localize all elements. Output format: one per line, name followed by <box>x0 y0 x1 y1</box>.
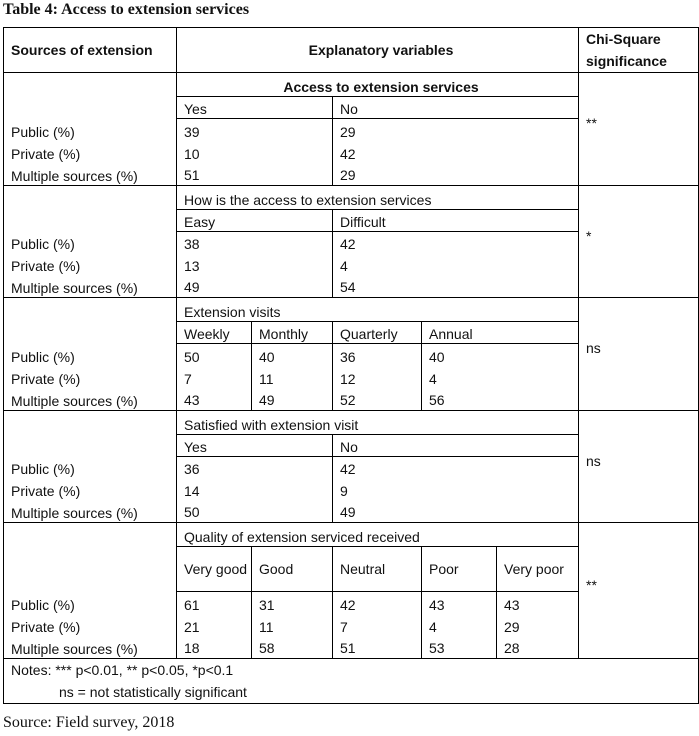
source-note: Source: Field survey, 2018 <box>3 714 175 731</box>
cell-value: 29 <box>333 119 579 141</box>
cell-value: 29 <box>333 163 579 186</box>
section-title: Access to extension services <box>177 73 579 97</box>
cell-value: 42 <box>333 231 579 253</box>
chi-square-significance: ** <box>579 523 699 659</box>
column-header: Annual <box>422 322 579 344</box>
cell-value: 53 <box>422 636 497 659</box>
cell-value: 39 <box>177 119 333 141</box>
column-header: Yes <box>177 97 333 119</box>
cell-value: 51 <box>177 163 333 186</box>
cell-value: 4 <box>422 614 497 636</box>
cell-value: 36 <box>333 344 422 366</box>
notes-row <box>4 658 699 703</box>
section-title-row <box>4 298 699 322</box>
chi-square-significance: ns <box>579 298 699 411</box>
cell-value: 38 <box>177 231 333 253</box>
source-label: Multiple sources (%) <box>4 163 177 186</box>
cell-value: 40 <box>422 344 579 366</box>
cell-value: 9 <box>333 478 579 500</box>
column-header: Yes <box>177 434 333 456</box>
notes-line-2: ns = not statistically significant <box>59 683 247 700</box>
source-label: Public (%) <box>4 231 177 253</box>
cell-value: 36 <box>177 456 333 478</box>
section-title: How is the access to extension services <box>177 185 579 209</box>
cell-value: 42 <box>333 141 579 163</box>
cell-value: 4 <box>333 253 579 275</box>
source-label: Public (%) <box>4 344 177 366</box>
source-label: Multiple sources (%) <box>4 275 177 298</box>
source-label-blank <box>4 97 177 119</box>
source-label: Multiple sources (%) <box>4 636 177 659</box>
source-label-blank <box>4 434 177 456</box>
section-title: Satisfied with extension visit <box>177 410 579 434</box>
column-header: No <box>333 97 579 119</box>
source-label: Private (%) <box>4 366 177 388</box>
column-header: Weekly <box>177 322 252 344</box>
cell-value: 52 <box>333 388 422 411</box>
cell-value: 43 <box>422 592 497 614</box>
column-header: Quarterly <box>333 322 422 344</box>
cell-value: 21 <box>177 614 252 636</box>
source-label-blank <box>4 209 177 231</box>
source-label: Public (%) <box>4 119 177 141</box>
column-header: Good <box>252 547 333 592</box>
cell-value: 7 <box>177 366 252 388</box>
column-header: Difficult <box>333 209 579 231</box>
chi-square-significance: ** <box>579 73 699 186</box>
column-header: Neutral <box>333 547 422 592</box>
source-label-blank <box>4 73 177 97</box>
cell-value: 49 <box>252 388 333 411</box>
source-label: Public (%) <box>4 592 177 614</box>
cell-value: 49 <box>333 500 579 523</box>
cell-value: 29 <box>497 614 579 636</box>
source-label: Private (%) <box>4 478 177 500</box>
column-header: No <box>333 434 579 456</box>
source-label-blank <box>4 410 177 434</box>
cell-value: 56 <box>422 388 579 411</box>
header-chi-square: Chi-Square significance <box>579 28 699 73</box>
column-header: Very poor <box>497 547 579 592</box>
source-label-blank <box>4 298 177 322</box>
cell-value: 61 <box>177 592 252 614</box>
section-title: Extension visits <box>177 298 579 322</box>
section-title-row <box>4 523 699 547</box>
source-label: Private (%) <box>4 614 177 636</box>
header-sources: Sources of extension <box>4 28 177 73</box>
cell-value: 43 <box>497 592 579 614</box>
cell-value: 11 <box>252 366 333 388</box>
cell-value: 49 <box>177 275 333 298</box>
section-title-row <box>4 410 699 434</box>
cell-value: 12 <box>333 366 422 388</box>
source-label-blank <box>4 523 177 547</box>
notes-cell <box>4 658 699 703</box>
extension-services-table <box>3 27 699 704</box>
source-label-blank <box>4 322 177 344</box>
cell-value: 14 <box>177 478 333 500</box>
column-header: Very good <box>177 547 252 592</box>
cell-value: 13 <box>177 253 333 275</box>
section-title: Quality of extension serviced received <box>177 523 579 547</box>
source-label: Multiple sources (%) <box>4 388 177 411</box>
cell-value: 28 <box>497 636 579 659</box>
source-label-blank <box>4 185 177 209</box>
column-header: Easy <box>177 209 333 231</box>
cell-value: 50 <box>177 500 333 523</box>
chi-square-significance: * <box>579 185 699 298</box>
source-label: Private (%) <box>4 253 177 275</box>
header-explanatory: Explanatory variables <box>177 28 579 73</box>
section-title-row <box>4 185 699 209</box>
source-label: Private (%) <box>4 141 177 163</box>
cell-value: 54 <box>333 275 579 298</box>
cell-value: 43 <box>177 388 252 411</box>
source-label: Multiple sources (%) <box>4 500 177 523</box>
section-title-row <box>4 73 699 97</box>
header-row <box>4 28 699 73</box>
cell-value: 7 <box>333 614 422 636</box>
cell-value: 42 <box>333 456 579 478</box>
cell-value: 40 <box>252 344 333 366</box>
source-label-blank <box>4 547 177 592</box>
cell-value: 58 <box>252 636 333 659</box>
chi-square-significance: ns <box>579 410 699 523</box>
column-header: Monthly <box>252 322 333 344</box>
cell-value: 42 <box>333 592 422 614</box>
cell-value: 51 <box>333 636 422 659</box>
cell-value: 4 <box>422 366 579 388</box>
notes-line-1: Notes: *** p<0.01, ** p<0.05, *p<0.1 <box>11 661 234 678</box>
column-header: Poor <box>422 547 497 592</box>
source-label: Public (%) <box>4 456 177 478</box>
cell-value: 10 <box>177 141 333 163</box>
cell-value: 31 <box>252 592 333 614</box>
cell-value: 50 <box>177 344 252 366</box>
cell-value: 11 <box>252 614 333 636</box>
table-title: Table 4: Access to extension services <box>3 1 250 18</box>
cell-value: 18 <box>177 636 252 659</box>
